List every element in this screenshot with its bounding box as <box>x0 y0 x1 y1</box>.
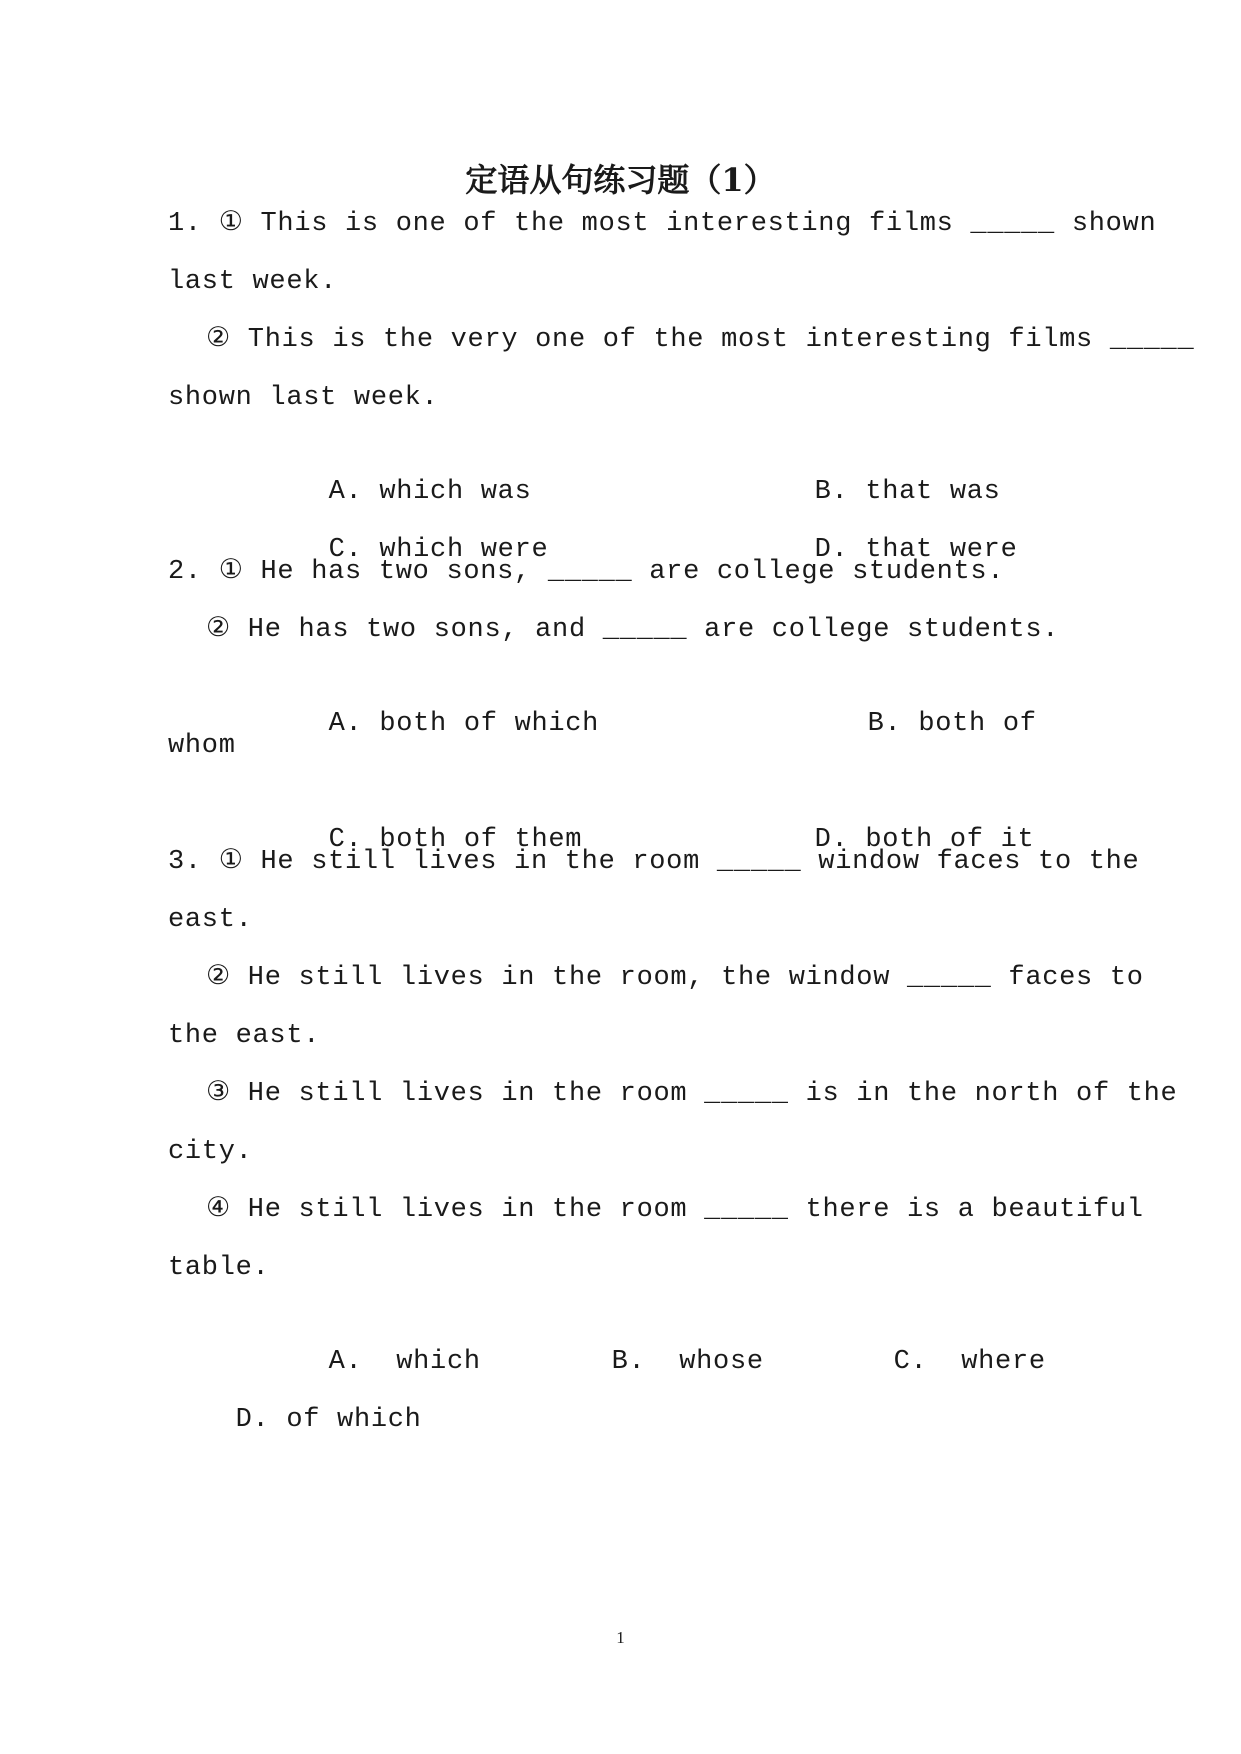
option-label: A. <box>328 1347 363 1377</box>
question-1-line-3: ② This is the very one of the most interesting films _____ <box>206 325 1195 355</box>
option-label: A. <box>328 477 363 507</box>
question-3-line-3: ② He still lives in the room, the window _____ faces to <box>206 963 1144 993</box>
option-text: both of them <box>379 825 583 855</box>
question-3-line-8: table. <box>168 1253 270 1283</box>
question-3-line-1: 3. ① He still lives in the room _____ window faces to the <box>168 847 1140 877</box>
question-1-line-1: 1. ① This is one of the most interesting films _____ shown <box>168 209 1157 239</box>
question-2-option-b-continued: whom <box>168 731 236 761</box>
option-label: A. <box>328 709 363 739</box>
question-3-line-4: the east. <box>168 1021 321 1051</box>
question-3-option-c <box>826 1308 1046 1416</box>
question-3-line-2: east. <box>168 905 253 935</box>
question-2-line-2: ② He has two sons, and _____ are college students. <box>206 615 1060 645</box>
question-3-line-7: ④ He still lives in the room _____ there is a beautiful <box>206 1195 1144 1225</box>
option-label: C. <box>893 1347 928 1377</box>
option-label: B. <box>611 1347 646 1377</box>
question-3-line-6: city. <box>168 1137 253 1167</box>
option-label: C. <box>328 825 363 855</box>
option-text: which <box>396 1347 481 1377</box>
page-number: 1 <box>616 1628 625 1647</box>
question-3-line-5: ③ He still lives in the room _____ is in the north of the <box>206 1079 1178 1109</box>
option-label: B. <box>814 477 849 507</box>
option-text: both of it <box>865 825 1035 855</box>
page-title: 定语从句练习题（1） <box>465 161 776 199</box>
option-text: that were <box>865 535 1018 565</box>
question-1-line-2: last week. <box>168 267 338 297</box>
question-1-line-4: shown last week. <box>168 383 439 413</box>
option-text: whose <box>679 1347 764 1377</box>
question-3-option-b <box>544 1308 764 1416</box>
question-2-option-b <box>800 670 1037 778</box>
option-text: which was <box>379 477 532 507</box>
option-label: D. <box>814 825 849 855</box>
option-text: which were <box>379 535 549 565</box>
option-label: C. <box>328 535 363 565</box>
option-text: that was <box>865 477 1001 507</box>
option-text: both of which <box>379 709 600 739</box>
option-label: D. <box>814 535 849 565</box>
option-label: B. <box>867 709 902 739</box>
question-2-line-1: 2. ① He has two sons, _____ are college students. <box>168 557 1005 587</box>
option-label: D. <box>235 1405 270 1435</box>
option-text: of which <box>286 1405 422 1435</box>
question-2-option-a <box>261 670 599 778</box>
question-3-option-d <box>168 1366 422 1474</box>
option-text: both of <box>918 709 1037 739</box>
option-text: where <box>961 1347 1046 1377</box>
